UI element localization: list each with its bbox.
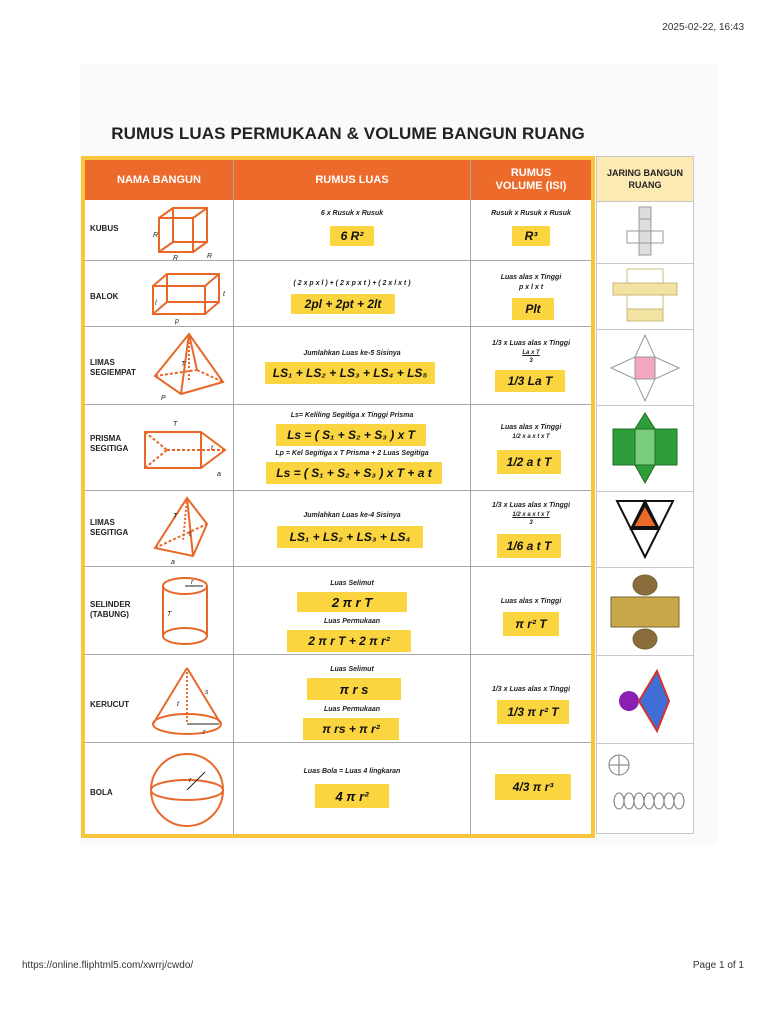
area-formula: π rs + π r² bbox=[303, 718, 399, 740]
volume-formula: Plt bbox=[512, 298, 554, 320]
figure-label: s bbox=[205, 689, 209, 696]
row-divider bbox=[597, 329, 693, 330]
sphere-net bbox=[605, 751, 687, 817]
figure-label: r bbox=[203, 729, 206, 736]
triangular-prism-net bbox=[609, 411, 681, 487]
formula-table bbox=[81, 156, 595, 838]
row-divider bbox=[85, 566, 591, 567]
figure-label: l bbox=[155, 300, 157, 307]
volume-formula: 1/3 La T bbox=[495, 370, 565, 392]
triangular-pyramid-figure bbox=[147, 494, 231, 566]
area-note: Ls= Keliling Segitiga x Tinggi Prisma bbox=[290, 412, 414, 419]
volume-note: 1/2 x a x t x T bbox=[512, 434, 550, 440]
page-url: https://online.fliphtml5.com/xwrrj/cwdo/ bbox=[22, 960, 194, 971]
row-name-kubus: KUBUS bbox=[90, 224, 119, 233]
header-name: NAMA BANGUN bbox=[85, 160, 233, 200]
row-name-selinder: SELINDER (TABUNG) bbox=[90, 600, 131, 619]
formula-table-body bbox=[85, 160, 591, 834]
triangular-pyramid-net bbox=[613, 497, 677, 563]
row-divider bbox=[85, 490, 591, 491]
figure-label: r bbox=[189, 777, 192, 784]
figure-label: r bbox=[191, 579, 194, 586]
column-divider bbox=[470, 160, 471, 834]
row-divider bbox=[85, 260, 591, 261]
area-formula: 4 π r² bbox=[315, 784, 389, 808]
figure-label: T bbox=[173, 421, 178, 428]
row-divider bbox=[85, 742, 591, 743]
square-pyramid-figure bbox=[147, 330, 231, 402]
figure-label: T bbox=[173, 513, 178, 520]
area-formula: 2pl + 2pt + 2lt bbox=[291, 294, 395, 314]
area-note: Luas Selimut bbox=[330, 580, 374, 587]
row-name-kerucut: KERUCUT bbox=[90, 700, 130, 709]
area-note: Luas Permukaan bbox=[323, 618, 381, 625]
area-note: Luas Permukaan bbox=[323, 706, 381, 713]
volume-fraction-numerator: La x T bbox=[522, 350, 540, 356]
header-net: JARING BANGUN RUANG bbox=[597, 157, 693, 201]
row-divider bbox=[597, 491, 693, 492]
net-column bbox=[596, 156, 694, 834]
cone-net bbox=[617, 665, 673, 739]
row-divider bbox=[597, 405, 693, 406]
area-note: 6 x Rusuk x Rusuk bbox=[320, 210, 384, 217]
area-note: ( 2 x p x l ) + ( 2 x p x t ) + ( 2 x l x t ) bbox=[293, 280, 411, 287]
area-formula: LS₁ + LS₂ + LS₃ + LS₄ bbox=[277, 526, 423, 548]
page-title: RUMUS LUAS PERMUKAAN & VOLUME BANGUN RUANG bbox=[111, 124, 585, 143]
triangular-prism-figure bbox=[139, 410, 233, 488]
row-divider bbox=[597, 201, 693, 202]
volume-fraction-numerator: 1/2 x a x t x T bbox=[512, 512, 550, 518]
figure-label: R bbox=[207, 253, 213, 260]
figure-label: a bbox=[217, 471, 221, 478]
area-formula: Ls = ( S₁ + S₂ + S₃ ) x T bbox=[276, 424, 426, 446]
row-divider bbox=[597, 567, 693, 568]
area-formula: 2 π r T + 2 π r² bbox=[287, 630, 411, 652]
figure-label: t bbox=[223, 291, 225, 298]
volume-formula: 1/2 a t T bbox=[497, 450, 561, 474]
row-name-limas-segiempat: LIMAS SEGIEMPAT bbox=[90, 358, 136, 377]
row-divider bbox=[85, 404, 591, 405]
volume-note: Luas alas x Tinggi bbox=[500, 424, 562, 431]
figure-label: T bbox=[167, 611, 172, 618]
square-pyramid-net bbox=[609, 333, 681, 403]
area-note: Jumlahkan Luas ke-4 Sisinya bbox=[303, 512, 401, 519]
area-note: Luas Selimut bbox=[330, 666, 374, 673]
figure-label: a bbox=[171, 559, 175, 566]
volume-note: 1/3 x Luas alas x Tinggi bbox=[491, 502, 571, 509]
cuboid-net bbox=[611, 267, 679, 327]
volume-formula: 4/3 π r³ bbox=[495, 774, 571, 800]
figure-label: P bbox=[161, 395, 166, 402]
area-formula: LS₁ + LS₂ + LS₃ + LS₄ + LS₅ bbox=[265, 362, 435, 384]
row-name-prisma-segitiga: PRISMA SEGITIGA bbox=[90, 434, 129, 453]
cube-figure bbox=[147, 204, 231, 262]
area-note: Lp = Kel Segitiga x T Prisma + 2 Luas Segitiga bbox=[275, 450, 429, 457]
volume-formula: π r² T bbox=[503, 612, 559, 636]
area-formula: 6 R² bbox=[330, 226, 374, 246]
timestamp: 2025-02-22, 16:43 bbox=[662, 22, 744, 33]
figure-label: t bbox=[211, 445, 213, 452]
volume-formula: R³ bbox=[512, 226, 550, 246]
row-divider bbox=[597, 655, 693, 656]
row-name-bola: BOLA bbox=[90, 788, 113, 797]
volume-note: Rusuk x Rusuk x Rusuk bbox=[491, 210, 571, 217]
volume-formula: 1/3 π r² T bbox=[497, 700, 569, 724]
volume-note: Luas alas x Tinggi bbox=[500, 598, 562, 605]
area-formula: 2 π r T bbox=[297, 592, 407, 612]
figure-label: R bbox=[173, 255, 179, 262]
sphere-figure bbox=[145, 750, 229, 830]
row-name-balok: BALOK bbox=[90, 292, 119, 301]
row-divider bbox=[85, 654, 591, 655]
cone-figure bbox=[147, 662, 231, 742]
volume-formula: 1/6 a t T bbox=[497, 534, 561, 558]
area-note: Luas Bola = Luas 4 lingkaran bbox=[303, 768, 401, 775]
area-note: Jumlahkan Luas ke-5 Sisinya bbox=[303, 350, 401, 357]
cylinder-net bbox=[607, 573, 683, 651]
figure-label: t bbox=[177, 701, 179, 708]
row-divider bbox=[597, 263, 693, 264]
figure-label: t bbox=[189, 531, 191, 538]
area-formula: Ls = ( S₁ + S₂ + S₃ ) x T + a t bbox=[266, 462, 442, 484]
cuboid-figure bbox=[147, 264, 231, 324]
area-formula: π r s bbox=[307, 678, 401, 700]
row-divider bbox=[85, 326, 591, 327]
row-name-limas-segitiga: LIMAS SEGITIGA bbox=[90, 518, 129, 537]
volume-note: 1/3 x Luas alas x Tinggi bbox=[491, 340, 571, 347]
page-indicator: Page 1 of 1 bbox=[692, 960, 744, 971]
volume-fraction-denominator: 3 bbox=[529, 520, 533, 526]
volume-note: 1/3 x Luas alas x Tinggi bbox=[491, 686, 571, 693]
row-divider bbox=[597, 743, 693, 744]
volume-fraction-denominator: 3 bbox=[529, 358, 533, 364]
figure-label: T bbox=[181, 361, 186, 368]
figure-label: p bbox=[175, 318, 179, 325]
volume-note: p x l x t bbox=[518, 284, 544, 291]
volume-note: Luas alas x Tinggi bbox=[500, 274, 562, 281]
cube-net bbox=[619, 205, 671, 261]
column-divider bbox=[233, 160, 234, 834]
cylinder-figure bbox=[151, 572, 221, 652]
figure-label: R bbox=[153, 232, 159, 239]
header-volume: RUMUS VOLUME (ISI) bbox=[471, 160, 591, 200]
header-area: RUMUS LUAS bbox=[234, 160, 470, 200]
